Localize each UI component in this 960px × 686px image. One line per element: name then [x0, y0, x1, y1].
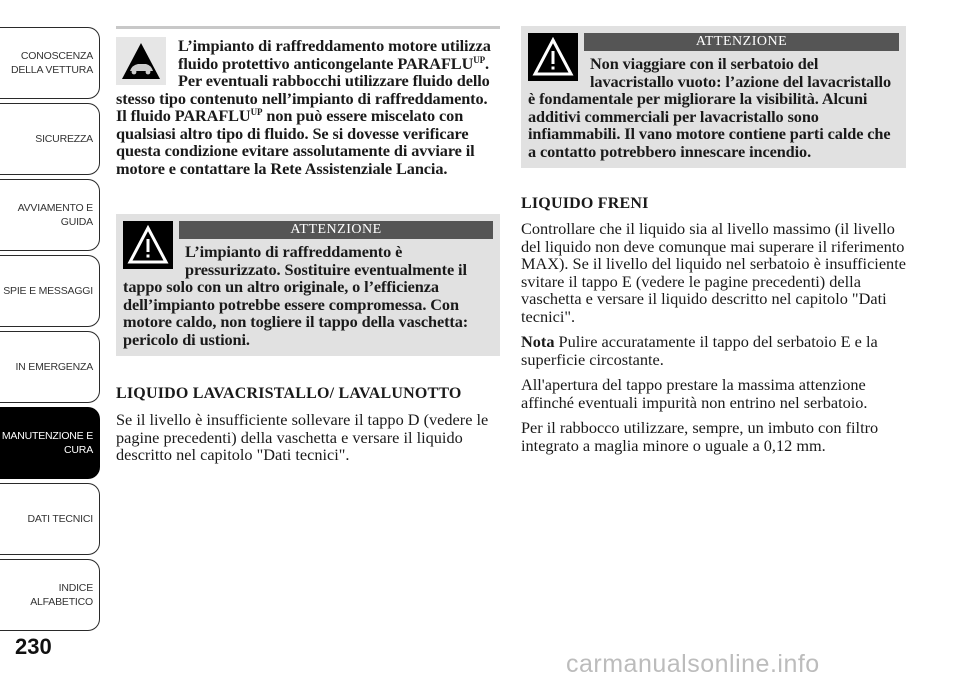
warning-header: ATTENZIONE — [584, 33, 899, 51]
warning-box — [521, 26, 906, 168]
warning-header: ATTENZIONE — [179, 221, 493, 239]
tab-label: MANUTENZIONE E CURA — [1, 430, 93, 456]
paragraph: Per il rabbocco utilizzare, sempre, un imbuto con filtro integrato a maglia minore o uguale a 0,12 mm. — [521, 418, 879, 455]
nota-paragraph — [521, 333, 906, 368]
tab-in-emergenza[interactable] — [0, 331, 100, 403]
watermark: carmanualsonline.info — [566, 650, 820, 678]
page-number: 230 — [15, 634, 52, 659]
tab-avviamento-e-guida[interactable] — [0, 179, 100, 251]
tab-spie-e-messaggi[interactable] — [0, 255, 100, 327]
warning-text: Non viaggiare con il serbatoio del lavacristallo vuoto: l’azione del lavacristallo è fondamentale per migliorare la visibilità. Alcuni additivi commerciali per lavacristallo sono infiammabili. Il vano motore contiene parti calde che a contatto potrebbero innescare incendio. — [528, 54, 891, 161]
nota-label: Nota — [521, 332, 555, 351]
nota-text: Pulire accuratamente il tappo del serbatoio E e la superficie circostante. — [521, 332, 878, 369]
tab-manutenzione-e-cura[interactable] — [0, 407, 100, 479]
warning-triangle-icon — [123, 221, 173, 269]
tab-label: AVVIAMENTO E GUIDA — [17, 202, 93, 228]
tab-label: SPIE E MESSAGGI — [3, 285, 93, 297]
paragraph: All'apertura del tappo prestare la massima attenzione affinché eventuali impurità non entrino nel serbatoio. — [521, 375, 868, 412]
tab-label: IN EMERGENZA — [15, 361, 93, 373]
section-body: Se il livello è insufficiente sollevare il tappo D (vedere le pagine precedenti) della vaschetta e versare il liquido descritto nel capitolo "Dati tecnici". — [116, 410, 489, 464]
warning-text: L’impianto di raffreddamento è pressurizzato. Sostituire eventualmente il tappo solo con un altro originale, o l’efficienza dell’impianto potrebbe essere compromessa. Con motore caldo, non togliere il tappo della vaschetta: pericolo di ustioni. — [123, 242, 469, 349]
divider — [116, 26, 500, 29]
note-block — [116, 37, 500, 177]
note-text: L’impianto di raffreddamento motore utilizza fluido protettivo anticongelante $PARAFLU^{UP}$. Per eventuali rabbocchi utilizzare fluido dello stesso tipo contenuto nell’impianto di raffreddamento. Il fluido $PARAFLU^{UP}$ non può essere miscelato con qualsiasi altro tipo di fluido. Se si dovesse verificare questa condizione evitare assolutamente di avviare il motore e contattare la Rete Assistenziale Lancia. — [116, 36, 491, 178]
tab-label: INDICE ALFABETICO — [30, 582, 93, 608]
tab-label: SICUREZZA — [35, 133, 93, 145]
warning-triangle-icon — [528, 33, 578, 81]
section-heading: LIQUIDO FRENI — [521, 195, 649, 212]
warning-box — [116, 214, 500, 356]
tab-label: CONOSCENZA DELLA VETTURA — [10, 50, 93, 76]
section-body: Controllare che il liquido sia al livello massimo (il livello del liquido non deve comunque mai superare il riferimento MAX). Se il livello del liquido nel serbatoio è insufficiente svitare il tappo E (vedere le pagine precedenti) della vaschetta e versare il liquido descritto nel capitolo "Dati tecnici". — [521, 219, 906, 326]
tab-sicurezza[interactable] — [0, 103, 100, 175]
tab-indice-alfabetico[interactable] — [0, 559, 100, 631]
section-heading: LIQUIDO LAVACRISTALLO/ LAVALUNOTTO — [116, 385, 462, 402]
tab-dati-tecnici[interactable] — [0, 483, 100, 555]
tab-label: DATI TECNICI — [27, 513, 93, 525]
tab-conoscenza-della-vettura[interactable] — [0, 27, 100, 99]
right-column — [521, 26, 906, 454]
left-column — [116, 26, 500, 464]
car-note-icon — [116, 37, 166, 85]
